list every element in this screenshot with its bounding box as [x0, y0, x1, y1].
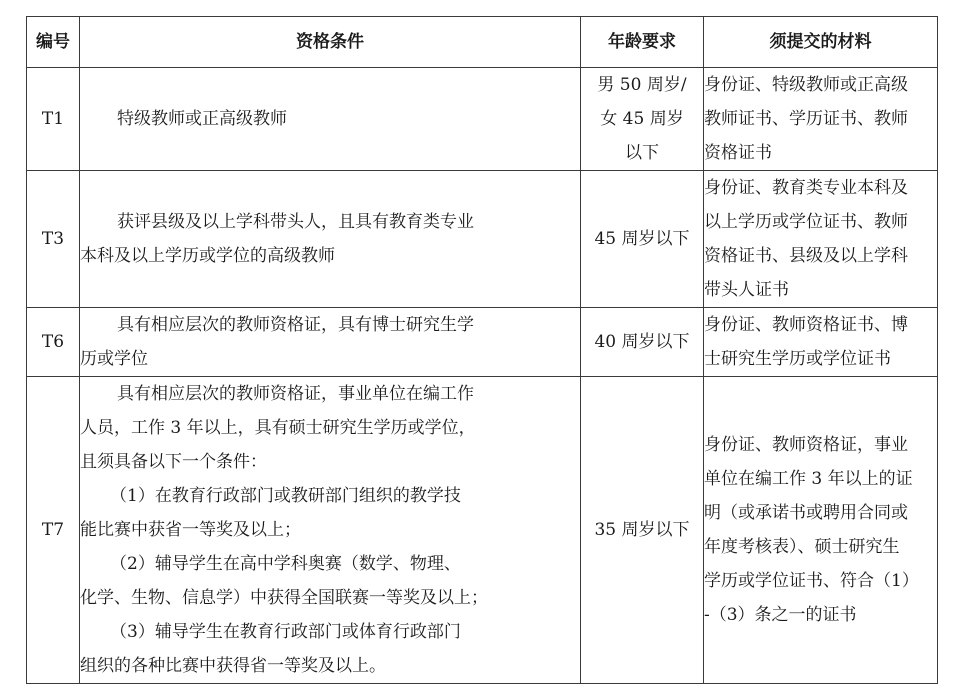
- materials-line: 身份证、教育类专业本科及: [704, 178, 908, 198]
- table-row: [27, 68, 938, 171]
- row-materials: [704, 68, 938, 171]
- row-materials: [704, 377, 938, 684]
- condition-line: 能比赛中获省一等奖及以上；: [80, 520, 301, 540]
- materials-line: 身份证、特级教师或正高级: [704, 75, 908, 95]
- header-age: 年龄要求: [581, 17, 704, 68]
- condition-line: 具有相应层次的教师资格证，事业单位在编工作: [117, 384, 474, 404]
- header-condition: 资格条件: [80, 17, 581, 68]
- condition-line: 获评县级及以上学科带头人，且具有教育类专业: [117, 212, 474, 232]
- materials-line: 资格证书、县级及以上学科: [704, 246, 908, 266]
- age-line: 以下: [625, 143, 659, 163]
- table-row: [27, 308, 938, 377]
- row-no: T1: [27, 68, 80, 171]
- materials-line: 身份证、教师资格证书、博: [704, 315, 908, 335]
- row-condition: [80, 377, 581, 684]
- condition-line: 组织的各种比赛中获得省一等奖及以上。: [80, 656, 386, 676]
- age-line: 40 周岁以下: [594, 332, 690, 352]
- row-age: [581, 377, 704, 684]
- header-no: 编号: [27, 17, 80, 68]
- materials-line: 带头人证书: [704, 280, 789, 300]
- condition-line: （2）辅导学生在高中学科奥赛（数学、物理、: [110, 554, 461, 574]
- row-condition: [80, 68, 581, 171]
- materials-line: 以上学历或学位证书、教师: [704, 212, 908, 232]
- condition-line: 具有相应层次的教师资格证，具有博士研究生学: [117, 315, 474, 335]
- header-materials: 须提交的材料: [704, 17, 938, 68]
- age-line: 35 周岁以下: [594, 520, 690, 540]
- age-line: 45 周岁以下: [594, 229, 690, 249]
- materials-line: 年度考核表）、硕士研究生: [704, 537, 900, 557]
- materials-line: 身份证、教师资格证，事业: [704, 435, 908, 455]
- condition-line: 人员，工作 3 年以上，具有硕士研究生学历或学位，: [80, 418, 476, 438]
- row-materials: [704, 308, 938, 377]
- row-no: T3: [27, 171, 80, 308]
- materials-line: 明（或承诺书或聘用合同或: [704, 503, 908, 523]
- condition-line: 本科及以上学历或学位的高级教师: [80, 246, 335, 266]
- row-age: [581, 171, 704, 308]
- condition-line: 且须具备以下一个条件：: [80, 452, 267, 472]
- materials-line: -（3）条之一的证书: [704, 605, 857, 625]
- table-row: [27, 377, 938, 684]
- row-no: T6: [27, 308, 80, 377]
- age-line: 男 50 周岁/: [597, 75, 687, 95]
- requirements-table: [26, 16, 938, 684]
- materials-line: 单位在编工作 3 年以上的证: [704, 469, 913, 489]
- materials-line: 教师证书、学历证书、教师: [704, 109, 908, 129]
- row-materials: [704, 171, 938, 308]
- age-line: 女 45 周岁: [600, 109, 684, 129]
- materials-line: 士研究生学历或学位证书: [704, 349, 891, 369]
- condition-line: 历或学位: [80, 349, 148, 369]
- materials-line: 学历或学位证书、符合（1）: [704, 571, 919, 591]
- table-row: [27, 171, 938, 308]
- row-condition: [80, 308, 581, 377]
- row-age: [581, 308, 704, 377]
- row-condition: [80, 171, 581, 308]
- condition-line: 化学、生物、信息学）中获得全国联赛一等奖及以上；: [80, 588, 488, 608]
- header-row: [27, 17, 938, 68]
- condition-line: （1）在教育行政部门或教研部门组织的教学技: [110, 486, 461, 506]
- row-no: T7: [27, 377, 80, 684]
- materials-line: 资格证书: [704, 143, 772, 163]
- condition-line: （3）辅导学生在教育行政部门或体育行政部门: [110, 622, 461, 642]
- condition-line: 特级教师或正高级教师: [117, 109, 287, 129]
- row-age: [581, 68, 704, 171]
